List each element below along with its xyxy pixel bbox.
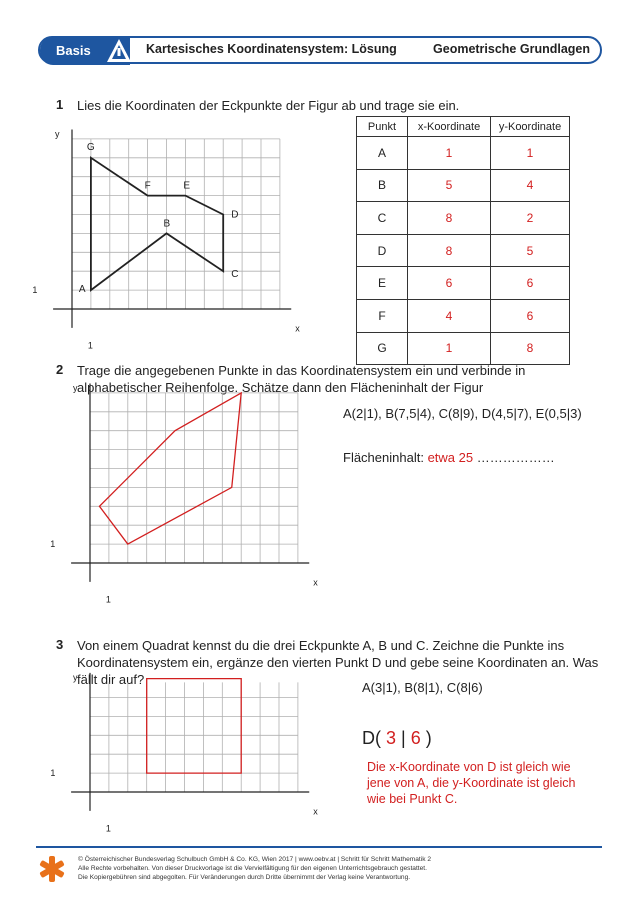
x-value-cell: 1	[408, 332, 491, 365]
vertex-label-g: G	[86, 141, 95, 153]
point-cell: D	[357, 234, 408, 267]
point-d-y: 6	[410, 728, 421, 748]
task-instruction-line: Koordinatensystem ein, ergänze den vierten Punkt D und gebe seine Koordinaten an. Was	[77, 655, 599, 670]
x-value-cell: 8	[408, 234, 491, 267]
figure-outline	[91, 158, 223, 290]
y-value-cell: 5	[491, 234, 570, 267]
table-row	[357, 299, 570, 332]
drawn-square	[147, 679, 242, 774]
worksheet-topic: Geometrische Grundlagen	[433, 42, 590, 56]
y-value-cell: 6	[491, 299, 570, 332]
task-number: 3	[56, 637, 64, 652]
column-header: Punkt	[357, 117, 408, 137]
vertex-label-c: C	[231, 269, 239, 281]
vertex-label-a: A	[78, 284, 86, 296]
coordinates-table	[356, 116, 570, 365]
y-tick-label: 1	[32, 285, 38, 296]
y-axis-label: y	[54, 129, 60, 140]
point-d-suffix: )	[425, 728, 432, 748]
table-header-row	[357, 117, 570, 137]
y-axis-label: y	[72, 672, 78, 683]
x-tick-label: 1	[87, 340, 93, 351]
copyright-line: © Österreichischer Bundesverlag Schulbuch GmbH & Co. KG, Wien 2017 | www.oebv.at | Schritt für Schritt Mathematik 2	[78, 856, 432, 863]
coordinate-system-1	[32, 112, 310, 351]
task-instruction-line: Von einem Quadrat kennst du die drei Eckpunkte A, B und C. Zeichne die Punkte ins	[77, 638, 565, 653]
answer-line: jene von A, die y-Koordinate ist gleich	[367, 776, 576, 790]
y-tick-label: 1	[50, 539, 56, 550]
y-axis-label: y	[72, 383, 78, 394]
y-value-cell: 6	[491, 267, 570, 300]
coordinate-system-2	[50, 383, 318, 611]
point-cell: A	[357, 137, 408, 170]
area-value: etwa 25	[427, 450, 474, 465]
table-row	[357, 267, 570, 300]
vertex-label-f: F	[144, 180, 151, 192]
task-instruction-line: Trage die angegebenen Punkte in das Koordinatensystem ein und verbinde in	[77, 363, 526, 378]
level-badge-label: Basis	[56, 43, 91, 58]
given-points: A(2|1), B(7,5|4), C(8|9), D(4,5|7), E(0,5|3)	[343, 406, 582, 421]
task-number: 1	[56, 97, 64, 112]
x-tick-label: 1	[105, 823, 111, 834]
answer-dots: ………………	[476, 450, 555, 465]
triangle-logo-icon	[104, 36, 134, 66]
vertex-label-b: B	[163, 218, 171, 230]
column-header: x-Koordinate	[408, 117, 491, 137]
x-value-cell: 5	[408, 169, 491, 202]
column-header: y-Koordinate	[491, 117, 570, 137]
area-answer-line	[343, 449, 555, 466]
vertex-label-e: E	[183, 180, 191, 192]
point-cell: E	[357, 267, 408, 300]
point-d-separator: |	[401, 728, 406, 748]
point-cell: F	[357, 299, 408, 332]
x-value-cell: 6	[408, 267, 491, 300]
x-value-cell: 8	[408, 202, 491, 235]
task-instruction: Lies die Koordinaten der Eckpunkte der Figur ab und trage sie ein.	[77, 98, 460, 113]
answer-line: wie bei Punkt C.	[367, 792, 458, 806]
y-value-cell: 8	[491, 332, 570, 365]
rights-line: Alle Rechte vorbehalten. Von dieser Druckvorlage ist die Vervielfältigung für den eigenen Unterrichtsgebrauch gestattet.	[78, 865, 427, 872]
footer-text	[78, 855, 431, 882]
task-instruction-line: fällt dir auf?	[77, 672, 145, 687]
y-tick-label: 1	[50, 768, 56, 779]
point-cell: B	[357, 169, 408, 202]
answer-line: Die x-Koordinate von D ist gleich wie	[367, 760, 571, 774]
task-number: 2	[56, 362, 64, 377]
point-d-x: 3	[386, 728, 397, 748]
point-cell: C	[357, 202, 408, 235]
point-d-prefix: D(	[362, 728, 381, 748]
vertex-label-d: D	[231, 209, 239, 221]
table-row	[357, 137, 570, 170]
x-axis-label: x	[313, 577, 318, 588]
publisher-logo-icon	[38, 854, 66, 884]
given-points: A(3|1), B(8|1), C(8|6)	[362, 680, 483, 695]
worksheet-title: Kartesisches Koordinatensystem: Lösung	[146, 42, 397, 56]
x-value-cell: 4	[408, 299, 491, 332]
point-d-answer	[362, 728, 432, 749]
y-value-cell: 2	[491, 202, 570, 235]
y-value-cell: 1	[491, 137, 570, 170]
x-axis-label: x	[295, 323, 300, 334]
footer-divider	[36, 846, 602, 848]
answer-explanation	[367, 759, 575, 807]
x-tick-label: 1	[105, 594, 111, 605]
area-label: Flächeninhalt:	[343, 450, 424, 465]
table-row	[357, 202, 570, 235]
table-row	[357, 169, 570, 202]
x-value-cell: 1	[408, 137, 491, 170]
point-cell: G	[357, 332, 408, 365]
table-row	[357, 234, 570, 267]
task-instruction-line: alphabetischer Reihenfolge. Schätze dann den Flächeninhalt der Figur	[77, 380, 484, 395]
table-row	[357, 332, 570, 365]
y-value-cell: 4	[491, 169, 570, 202]
x-axis-label: x	[313, 806, 318, 817]
fees-line: Die Kopiergebühren sind abgegolten. Für Veränderungen durch Dritte übernimmt der Verlag keine Verantwortung.	[78, 874, 411, 881]
